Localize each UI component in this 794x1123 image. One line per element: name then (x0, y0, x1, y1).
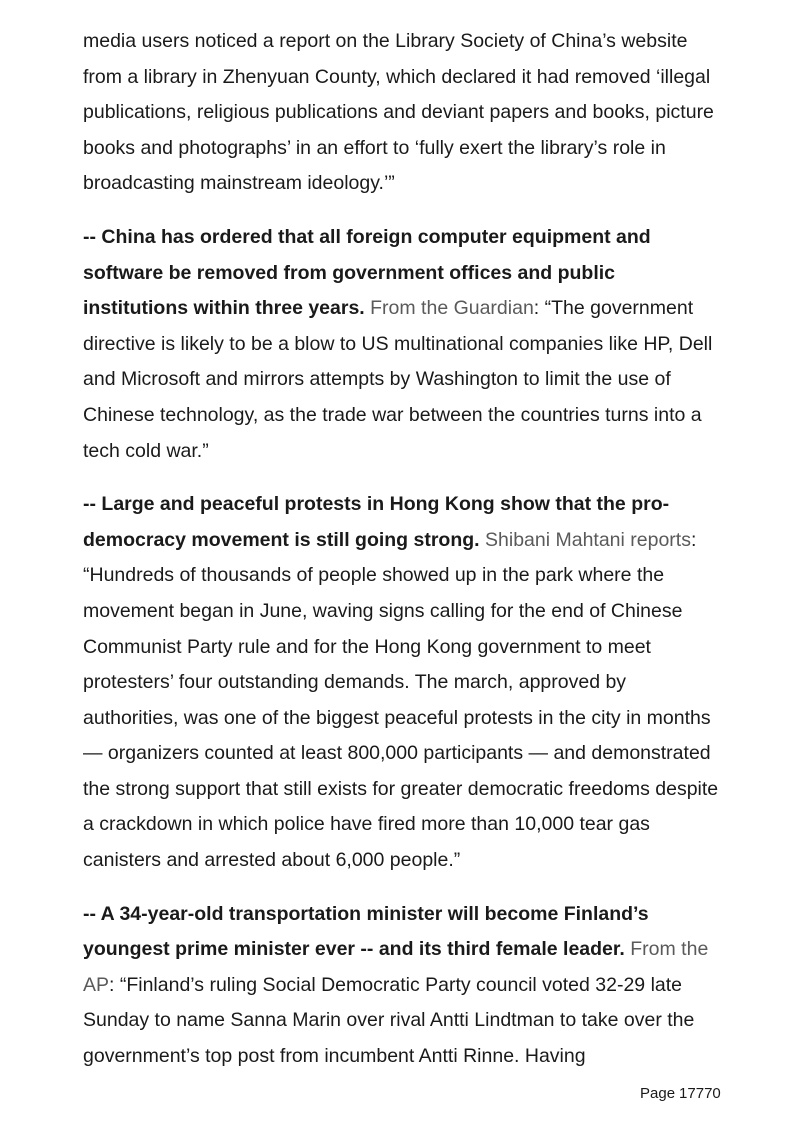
page-number (640, 1084, 721, 1104)
page-label: Page (640, 1085, 676, 1102)
source-link[interactable]: Shibani Mahtani reports (485, 528, 691, 551)
source-link[interactable]: From the AP (83, 938, 709, 996)
article-body (83, 24, 723, 1093)
paragraph-library-removals (83, 24, 723, 202)
paragraph-finland-prime-minister (83, 897, 723, 1075)
page-number-value: 17770 (679, 1085, 721, 1102)
paragraph-china-foreign-equipment (83, 220, 723, 469)
paragraph-text: : “The government directive is likely to be a blow to US multinational companies like HP, Dell and Microsoft and mirrors attempts by Washington to limit the use of Chinese technology, as the trade war between the countries turns into a tech cold war.” (83, 297, 713, 462)
paragraph-headline: -- Large and peaceful protests in Hong Kong show that the pro-democracy movement is still going strong. (83, 493, 670, 551)
paragraph-headline: -- China has ordered that all foreign computer equipment and software be removed from government offices and public institutions within three years. (83, 225, 651, 320)
paragraph-text: media users noticed a report on the Library Society of China’s website from a library in Zhenyuan County, which declared it had removed ‘illegal publications, religious publications and deviant papers and books, picture books and photographs’ in an effort to ‘fully exert the library’s role in broadcasting mainstream ideology.’” (83, 30, 714, 195)
paragraph-headline: -- A 34-year-old transportation minister will become Finland’s youngest prime minister ever -- and its third female leader. (83, 902, 649, 961)
paragraph-hong-kong-protests (83, 487, 723, 879)
paragraph-text: : “Finland’s ruling Social Democratic Party council voted 32-29 late Sunday to name Sanna Marin over rival Antti Lindtman to take over the government’s top post from incumbent Antti Rinne. Having (83, 973, 695, 1068)
source-link[interactable]: From the Guardian (370, 297, 534, 320)
paragraph-text: : “Hundreds of thousands of people showed up in the park where the movement began in June, waving signs calling for the end of Chinese Communist Party rule and for the Hong Kong government to meet protesters’ four outstanding demands. The march, approved by authorities, was one of the biggest peaceful protests in the city in months — organizers counted at least 800,000 participants — and demonstrated the strong support that still exists for greater democratic freedoms despite a crackdown in which police have fired more than 10,000 tear gas canisters and arrested about 6,000 people.” (83, 528, 719, 872)
